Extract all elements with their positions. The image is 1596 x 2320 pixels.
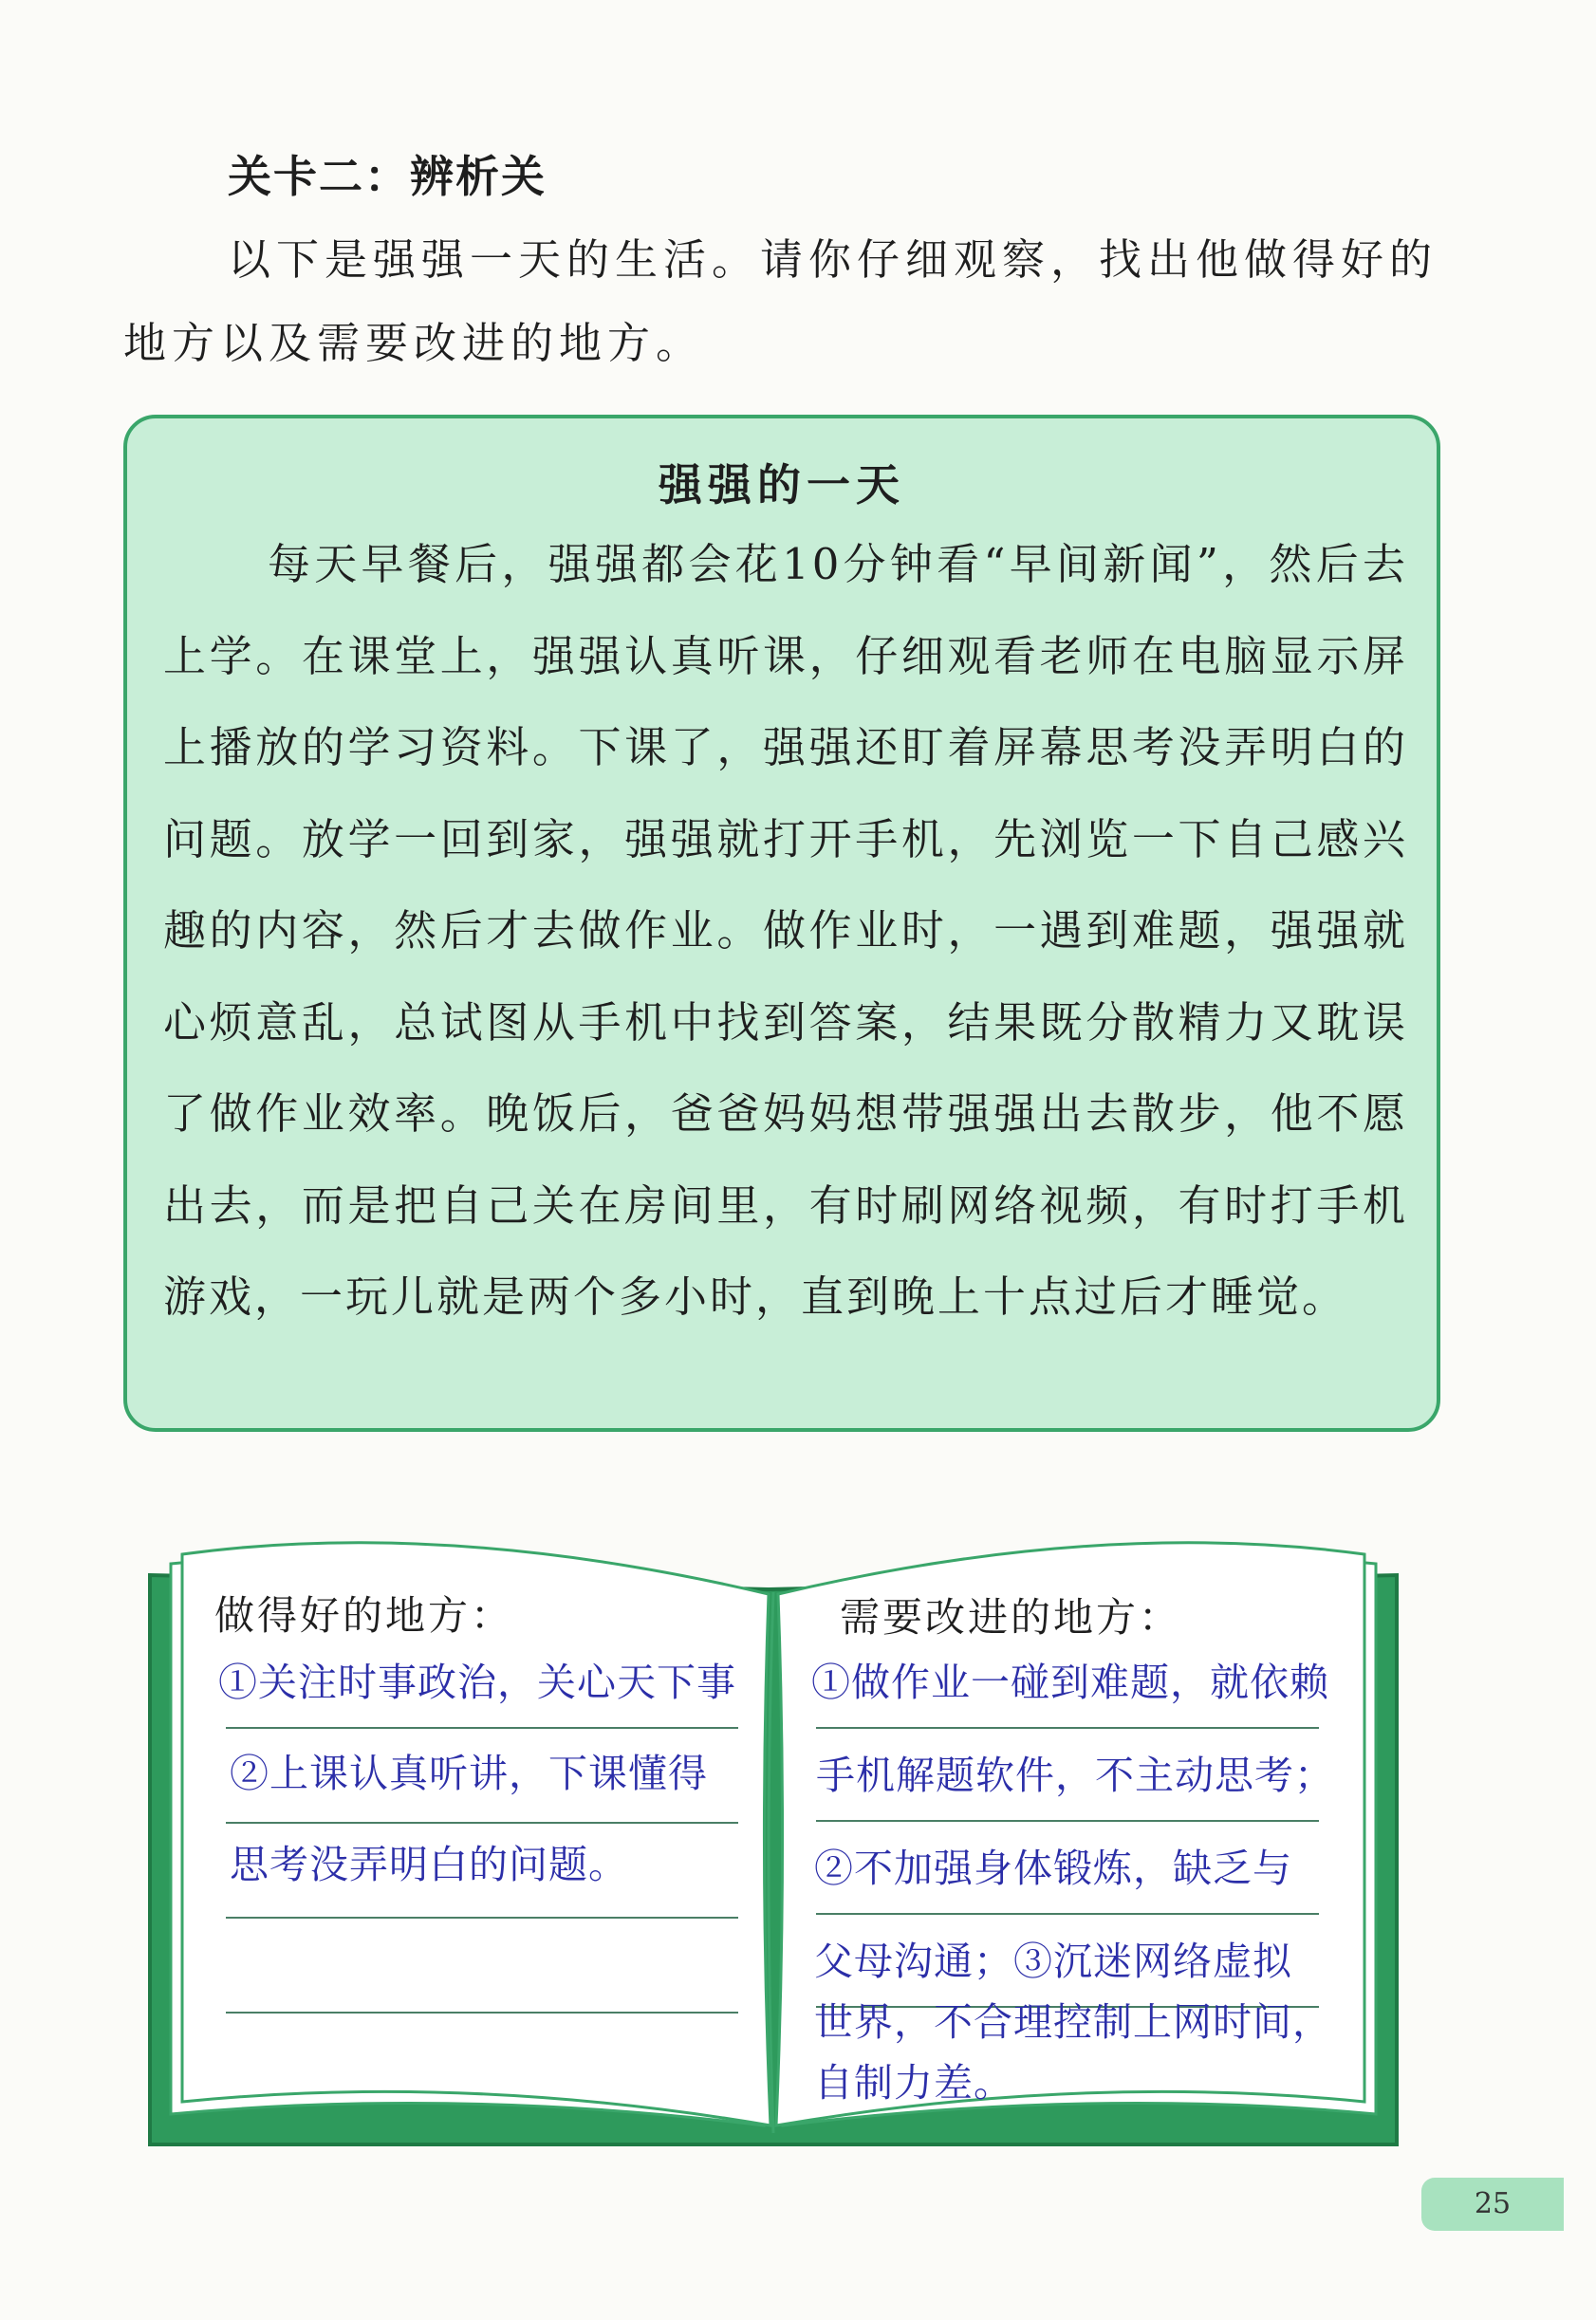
improve-answer-line: 自制力差。 (814, 2060, 1013, 2106)
answer-line (226, 1822, 738, 1824)
good-answer-line: ②上课认真听讲，下课懂得 (230, 1751, 708, 1796)
answer-line (816, 1913, 1319, 1915)
left-column-title: 做得好的地方： (214, 1592, 514, 1639)
improve-answer-line: 父母沟通；③沉迷网络虚拟 (814, 1939, 1292, 1984)
right-column-title: 需要改进的地方： (840, 1594, 1182, 1641)
answer-line (816, 1727, 1319, 1729)
section-heading: 关卡二：辨析关 (228, 151, 547, 202)
answer-line (226, 1917, 738, 1919)
answer-line (816, 1820, 1319, 1822)
answer-line (226, 2012, 738, 2014)
story-body: 每天早餐后，强强都会花10分钟看“早间新闻”，然后去上学。在课堂上，强强认真听课，仔细观看老师在电脑显示屏上播放的学习资料。下课了，强强还盯着屏幕思考没弄明白的问题。放学一回到家，强强就打开手机，先浏览一下自己感兴趣的内容，然后才去做作业。做作业时，一遇到难题，强强就心烦意乱，总试图从手机中找到答案，结果既分散精力又耽误了做作业效率。晚饭后，爸爸妈妈想带强强出去散步，他不愿出去，而是把自己关在房间里，有时刷网络视频，有时打手机游戏，一玩儿就是两个多小时，直到晚上十点过后才睡觉。 (163, 539, 1408, 1322)
good-answer-line: 思考没弄明白的问题。 (230, 1842, 628, 1887)
answer-line (226, 1727, 738, 1729)
story-title: 强强的一天 (659, 459, 905, 510)
page-number: 25 (1421, 2178, 1564, 2231)
improve-answer-line: 手机解题软件，不主动思考； (816, 1753, 1334, 1798)
improve-answer-line: ②不加强身体锻炼，缺乏与 (814, 1846, 1292, 1891)
improve-answer-line: 世界，不合理控制上网时间， (814, 1999, 1332, 2045)
open-book-worksheet (142, 1518, 1404, 2163)
story-box (123, 415, 1440, 1432)
intro-paragraph: 以下是强强一天的生活。请你仔细观察，找出他做得好的地方以及需要改进的地方。 (123, 234, 1438, 368)
good-answer-line: ①关注时事政治，关心天下事 (218, 1660, 736, 1705)
improve-answer-line: ①做作业一碰到难题，就依赖 (811, 1660, 1329, 1705)
